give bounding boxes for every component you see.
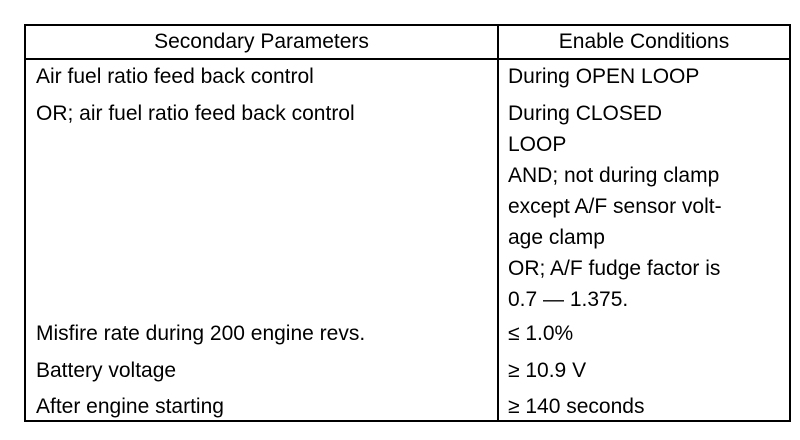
row-4-condition: ≥ 10.9 V — [508, 359, 587, 382]
header-divider — [26, 58, 789, 60]
row-2-condition-line-1: During CLOSED — [508, 102, 663, 125]
row-4-parameter: Battery voltage — [36, 359, 177, 382]
row-1-condition: During OPEN LOOP — [508, 65, 700, 88]
column-divider — [497, 26, 499, 420]
row-2-condition-line-2: LOOP — [508, 133, 567, 156]
row-5-condition: ≥ 140 seconds — [508, 395, 645, 418]
row-5-parameter: After engine starting — [36, 395, 224, 418]
row-2-condition-line-3: AND; not during clamp — [508, 164, 720, 187]
row-2-parameter: OR; air fuel ratio feed back control — [36, 102, 355, 125]
row-3-parameter: Misfire rate during 200 engine revs. — [36, 322, 366, 345]
header-enable-conditions: Enable Conditions — [558, 30, 730, 53]
header-secondary-parameters: Secondary Parameters — [154, 30, 369, 53]
row-2-condition-line-5: age clamp — [508, 226, 605, 249]
row-2-condition-line-7: 0.7 — 1.375. — [508, 288, 629, 311]
row-2-condition-line-6: OR; A/F fudge factor is — [508, 257, 721, 280]
enable-conditions-table — [24, 24, 791, 422]
row-3-condition: ≤ 1.0% — [508, 322, 574, 345]
row-1-parameter: Air fuel ratio feed back control — [36, 65, 314, 88]
row-2-condition-line-4: except A/F sensor volt- — [508, 195, 722, 218]
